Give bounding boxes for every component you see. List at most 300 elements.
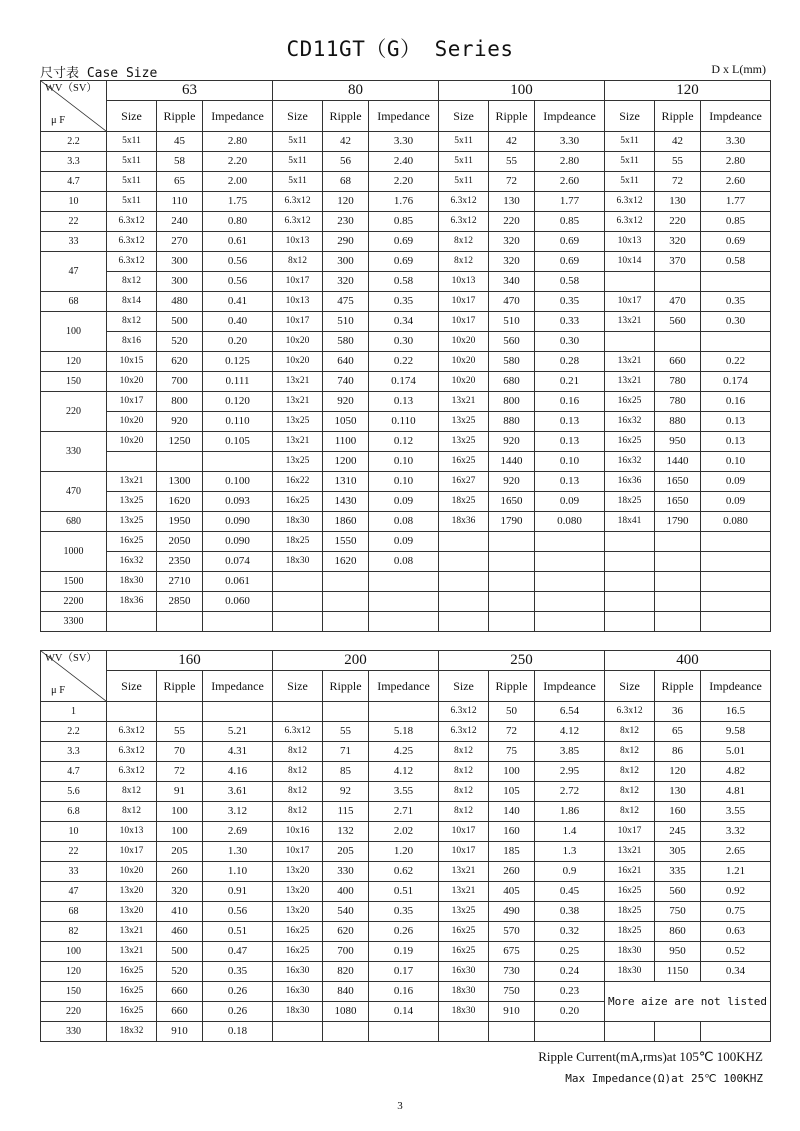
impedance-cell xyxy=(369,702,439,722)
ripple-cell: 260 xyxy=(489,862,535,882)
size-cell: 16x25 xyxy=(273,492,323,512)
size-cell xyxy=(439,592,489,612)
impedance-cell: 2.65 xyxy=(701,842,771,862)
column-header: Size xyxy=(439,101,489,132)
table-row xyxy=(41,512,771,532)
size-cell: 10x17 xyxy=(273,312,323,332)
impedance-cell: 2.00 xyxy=(203,172,273,192)
ripple-cell: 490 xyxy=(489,902,535,922)
size-cell: 18x30 xyxy=(439,1002,489,1022)
table-row xyxy=(41,802,771,822)
impedance-cell: 3.61 xyxy=(203,782,273,802)
impedance-cell: 2.80 xyxy=(535,152,605,172)
impedance-cell: 0.074 xyxy=(203,552,273,572)
ripple-cell: 42 xyxy=(323,132,369,152)
table-row xyxy=(41,132,771,152)
ripple-cell: 2850 xyxy=(157,592,203,612)
size-cell: 5x11 xyxy=(439,152,489,172)
impedance-cell: 0.38 xyxy=(535,902,605,922)
ripple-cell: 840 xyxy=(323,982,369,1002)
impedance-cell: 0.85 xyxy=(535,212,605,232)
column-header: Impedance xyxy=(369,101,439,132)
impedance-cell: 0.080 xyxy=(535,512,605,532)
impedance-cell: 2.20 xyxy=(369,172,439,192)
ripple-cell xyxy=(323,702,369,722)
impedance-cell: 4.31 xyxy=(203,742,273,762)
impedance-cell: 0.13 xyxy=(369,392,439,412)
capacitance-cell: 5.6 xyxy=(41,782,107,802)
ripple-cell xyxy=(157,702,203,722)
capacitance-cell: 4.7 xyxy=(41,172,107,192)
impedance-cell: 0.47 xyxy=(203,942,273,962)
impedance-cell: 0.09 xyxy=(701,492,771,512)
table-row xyxy=(41,702,771,722)
capacitance-cell: 47 xyxy=(41,252,107,292)
ripple-cell: 1430 xyxy=(323,492,369,512)
ripple-cell: 320 xyxy=(655,232,701,252)
impedance-cell: 3.85 xyxy=(535,742,605,762)
ripple-cell xyxy=(323,592,369,612)
size-cell: 6.3x12 xyxy=(107,252,157,272)
size-cell: 13x25 xyxy=(107,512,157,532)
ripple-cell: 160 xyxy=(655,802,701,822)
impedance-cell: 0.13 xyxy=(535,472,605,492)
size-cell: 13x25 xyxy=(273,452,323,472)
column-header: Size xyxy=(107,101,157,132)
impedance-cell: 0.91 xyxy=(203,882,273,902)
size-cell xyxy=(605,572,655,592)
size-cell xyxy=(439,532,489,552)
size-cell: 6.3x12 xyxy=(107,722,157,742)
size-cell: 10x17 xyxy=(273,272,323,292)
voltage-header: 200 xyxy=(273,651,439,671)
ripple-cell: 205 xyxy=(157,842,203,862)
impedance-cell: 0.08 xyxy=(369,512,439,532)
size-cell: 13x21 xyxy=(273,432,323,452)
column-header: Impedance xyxy=(203,101,273,132)
size-cell: 13x20 xyxy=(107,902,157,922)
impedance-cell xyxy=(701,592,771,612)
ripple-cell: 240 xyxy=(157,212,203,232)
ripple-cell: 680 xyxy=(489,372,535,392)
size-cell: 18x30 xyxy=(605,962,655,982)
impedance-cell: 0.22 xyxy=(369,352,439,372)
ripple-cell: 740 xyxy=(323,372,369,392)
impedance-cell: 0.35 xyxy=(701,292,771,312)
impedance-cell xyxy=(535,572,605,592)
impedance-note: Max Impedance(Ω)at 25℃ 100KHZ xyxy=(565,1072,763,1085)
ripple-cell xyxy=(489,1022,535,1042)
impedance-cell: 0.100 xyxy=(203,472,273,492)
ripple-cell: 1620 xyxy=(157,492,203,512)
size-cell: 18x25 xyxy=(605,922,655,942)
column-header: Size xyxy=(605,671,655,702)
table-row xyxy=(41,352,771,372)
impedance-cell: 0.21 xyxy=(535,372,605,392)
ripple-cell: 330 xyxy=(323,862,369,882)
impedance-cell: 0.26 xyxy=(369,922,439,942)
impedance-cell: 0.28 xyxy=(535,352,605,372)
capacitance-cell: 33 xyxy=(41,232,107,252)
ripple-cell: 300 xyxy=(323,252,369,272)
ripple-cell: 460 xyxy=(157,922,203,942)
size-cell xyxy=(439,552,489,572)
ripple-cell: 75 xyxy=(489,742,535,762)
size-cell: 16x25 xyxy=(605,882,655,902)
ripple-cell: 800 xyxy=(489,392,535,412)
column-header: Size xyxy=(107,671,157,702)
size-cell xyxy=(439,1022,489,1042)
impedance-cell: 0.20 xyxy=(203,332,273,352)
column-header: Ripple xyxy=(655,101,701,132)
size-cell: 18x30 xyxy=(107,572,157,592)
impedance-cell: 0.58 xyxy=(701,252,771,272)
column-header-row xyxy=(41,671,771,702)
capacitance-cell: 1000 xyxy=(41,532,107,572)
impedance-cell: 2.40 xyxy=(369,152,439,172)
capacitance-unit-label: μ F xyxy=(51,685,66,696)
ripple-cell xyxy=(489,572,535,592)
impedance-cell: 1.21 xyxy=(701,862,771,882)
impedance-cell: 0.62 xyxy=(369,862,439,882)
ripple-cell: 100 xyxy=(157,822,203,842)
impedance-cell: 0.080 xyxy=(701,512,771,532)
ripple-cell: 220 xyxy=(489,212,535,232)
voltage-header: 80 xyxy=(273,81,439,101)
size-cell: 10x17 xyxy=(439,292,489,312)
column-header: Size xyxy=(273,101,323,132)
impedance-cell: 1.20 xyxy=(369,842,439,862)
ripple-cell: 560 xyxy=(655,312,701,332)
impedance-cell: 6.54 xyxy=(535,702,605,722)
size-cell: 10x13 xyxy=(107,822,157,842)
impedance-cell: 0.34 xyxy=(369,312,439,332)
size-cell: 18x36 xyxy=(439,512,489,532)
table-row xyxy=(41,612,771,632)
capacitance-cell: 100 xyxy=(41,942,107,962)
ripple-cell: 56 xyxy=(323,152,369,172)
size-cell: 6.3x12 xyxy=(107,762,157,782)
size-cell: 6.3x12 xyxy=(107,212,157,232)
ripple-cell: 130 xyxy=(655,192,701,212)
impedance-cell: 0.41 xyxy=(203,292,273,312)
capacitance-cell: 4.7 xyxy=(41,762,107,782)
impedance-cell: 0.09 xyxy=(369,532,439,552)
impedance-cell: 1.10 xyxy=(203,862,273,882)
ripple-cell: 920 xyxy=(489,432,535,452)
impedance-cell: 0.105 xyxy=(203,432,273,452)
ripple-cell: 910 xyxy=(489,1002,535,1022)
size-cell: 16x25 xyxy=(439,942,489,962)
ripple-cell: 1250 xyxy=(157,432,203,452)
size-cell: 13x21 xyxy=(107,472,157,492)
size-cell: 18x30 xyxy=(273,512,323,532)
ripple-cell: 245 xyxy=(655,822,701,842)
impedance-cell: 0.10 xyxy=(369,452,439,472)
impedance-cell xyxy=(535,552,605,572)
size-cell xyxy=(605,532,655,552)
impedance-cell: 0.110 xyxy=(203,412,273,432)
size-cell: 13x25 xyxy=(439,902,489,922)
ripple-cell: 520 xyxy=(157,332,203,352)
case-size-heading: 尺寸表 Case Size xyxy=(40,66,158,81)
impedance-cell: 0.17 xyxy=(369,962,439,982)
impedance-cell: 0.12 xyxy=(369,432,439,452)
capacitance-cell: 150 xyxy=(41,982,107,1002)
table-row xyxy=(41,822,771,842)
ripple-cell xyxy=(655,552,701,572)
size-cell: 5x11 xyxy=(273,172,323,192)
table-row xyxy=(41,982,771,1002)
size-cell: 10x20 xyxy=(273,332,323,352)
table-row xyxy=(41,942,771,962)
ripple-cell: 660 xyxy=(157,982,203,1002)
ripple-cell xyxy=(655,592,701,612)
size-cell: 13x20 xyxy=(273,902,323,922)
size-cell: 8x12 xyxy=(605,722,655,742)
size-cell: 16x25 xyxy=(107,532,157,552)
size-cell: 10x20 xyxy=(107,412,157,432)
size-cell: 8x12 xyxy=(605,762,655,782)
ripple-cell: 42 xyxy=(489,132,535,152)
table-row xyxy=(41,372,771,392)
impedance-cell: 0.09 xyxy=(535,492,605,512)
size-cell: 16x27 xyxy=(439,472,489,492)
size-cell: 8x12 xyxy=(439,782,489,802)
ripple-cell: 750 xyxy=(655,902,701,922)
ripple-cell: 1650 xyxy=(655,472,701,492)
size-cell: 5x11 xyxy=(605,172,655,192)
size-cell: 10x20 xyxy=(107,432,157,452)
size-cell: 8x12 xyxy=(439,232,489,252)
ripple-cell: 675 xyxy=(489,942,535,962)
table-row xyxy=(41,232,771,252)
impedance-cell: 0.10 xyxy=(701,452,771,472)
impedance-cell: 0.30 xyxy=(369,332,439,352)
size-cell: 5x11 xyxy=(107,152,157,172)
impedance-cell: 0.80 xyxy=(203,212,273,232)
size-cell: 8x12 xyxy=(273,802,323,822)
size-cell: 10x17 xyxy=(605,822,655,842)
ripple-cell: 270 xyxy=(157,232,203,252)
ripple-cell: 85 xyxy=(323,762,369,782)
capacitance-cell: 1 xyxy=(41,702,107,722)
table-row xyxy=(41,152,771,172)
impedance-cell: 0.090 xyxy=(203,532,273,552)
table-row xyxy=(41,272,771,292)
size-cell: 6.3x12 xyxy=(439,212,489,232)
impedance-cell: 3.30 xyxy=(369,132,439,152)
voltage-header-row xyxy=(41,651,771,671)
table-row xyxy=(41,172,771,192)
ripple-cell: 540 xyxy=(323,902,369,922)
voltage-header: 250 xyxy=(439,651,605,671)
ripple-cell: 230 xyxy=(323,212,369,232)
size-cell: 10x17 xyxy=(107,842,157,862)
ripple-cell: 730 xyxy=(489,962,535,982)
ripple-cell: 340 xyxy=(489,272,535,292)
impedance-cell: 0.69 xyxy=(701,232,771,252)
size-cell: 18x41 xyxy=(605,512,655,532)
size-cell: 18x25 xyxy=(605,492,655,512)
ripple-cell: 65 xyxy=(655,722,701,742)
impedance-cell: 0.58 xyxy=(369,272,439,292)
size-cell: 5x11 xyxy=(107,192,157,212)
table-row xyxy=(41,572,771,592)
table-row xyxy=(41,192,771,212)
ripple-cell: 290 xyxy=(323,232,369,252)
ripple-cell: 620 xyxy=(157,352,203,372)
size-cell: 10x17 xyxy=(107,392,157,412)
ripple-cell xyxy=(157,452,203,472)
voltage-header: 160 xyxy=(107,651,273,671)
size-cell xyxy=(605,552,655,572)
capacitance-cell: 10 xyxy=(41,192,107,212)
ripple-cell: 880 xyxy=(489,412,535,432)
impedance-cell: 0.75 xyxy=(701,902,771,922)
capacitance-cell: 680 xyxy=(41,512,107,532)
ripple-cell: 560 xyxy=(655,882,701,902)
impedance-cell: 4.25 xyxy=(369,742,439,762)
size-cell: 13x20 xyxy=(107,882,157,902)
impedance-cell: 0.061 xyxy=(203,572,273,592)
size-cell: 8x12 xyxy=(605,742,655,762)
ripple-cell: 320 xyxy=(323,272,369,292)
size-cell: 8x12 xyxy=(107,782,157,802)
size-cell xyxy=(605,332,655,352)
ripple-cell xyxy=(323,1022,369,1042)
ripple-cell: 950 xyxy=(655,942,701,962)
size-cell: 13x21 xyxy=(605,352,655,372)
size-cell: 10x15 xyxy=(107,352,157,372)
impedance-cell xyxy=(701,272,771,292)
table-row xyxy=(41,212,771,232)
capacitance-cell: 2200 xyxy=(41,592,107,612)
size-cell: 10x20 xyxy=(273,352,323,372)
impedance-cell: 0.35 xyxy=(369,902,439,922)
size-cell: 10x20 xyxy=(439,332,489,352)
impedance-cell: 4.16 xyxy=(203,762,273,782)
ripple-cell: 1440 xyxy=(489,452,535,472)
column-header-row xyxy=(41,101,771,132)
size-cell: 5x11 xyxy=(107,172,157,192)
ripple-cell: 370 xyxy=(655,252,701,272)
size-cell: 6.3x12 xyxy=(273,212,323,232)
impedance-cell: 0.69 xyxy=(535,232,605,252)
page-number: 3 xyxy=(397,1100,403,1112)
impedance-cell: 1.76 xyxy=(369,192,439,212)
size-cell: 16x25 xyxy=(273,922,323,942)
size-cell: 18x25 xyxy=(605,902,655,922)
impedance-cell: 0.111 xyxy=(203,372,273,392)
voltage-header: 100 xyxy=(439,81,605,101)
ripple-cell: 115 xyxy=(323,802,369,822)
capacitance-cell: 22 xyxy=(41,842,107,862)
impedance-cell: 0.26 xyxy=(203,982,273,1002)
column-header: Impedance xyxy=(369,671,439,702)
column-header: Impdeance xyxy=(535,101,605,132)
impedance-cell: 1.77 xyxy=(701,192,771,212)
size-cell: 16x32 xyxy=(605,412,655,432)
impedance-cell: 0.69 xyxy=(535,252,605,272)
ripple-cell xyxy=(655,532,701,552)
size-cell: 13x25 xyxy=(439,412,489,432)
ripple-cell: 910 xyxy=(157,1022,203,1042)
impedance-cell: 16.5 xyxy=(701,702,771,722)
column-header: Ripple xyxy=(489,671,535,702)
impedance-cell: 0.060 xyxy=(203,592,273,612)
impedance-cell: 0.10 xyxy=(369,472,439,492)
size-cell: 5x11 xyxy=(605,132,655,152)
table-row xyxy=(41,432,771,452)
ripple-cell: 920 xyxy=(323,392,369,412)
ripple-cell: 140 xyxy=(489,802,535,822)
ripple-cell: 560 xyxy=(489,332,535,352)
size-cell: 13x20 xyxy=(273,862,323,882)
capacitance-cell: 3.3 xyxy=(41,742,107,762)
size-cell: 18x30 xyxy=(439,982,489,1002)
size-cell: 16x32 xyxy=(107,552,157,572)
impedance-cell: 0.51 xyxy=(369,882,439,902)
ripple-cell xyxy=(655,1022,701,1042)
impedance-cell: 5.01 xyxy=(701,742,771,762)
impedance-cell: 0.093 xyxy=(203,492,273,512)
impedance-cell: 0.30 xyxy=(535,332,605,352)
column-header: Ripple xyxy=(157,671,203,702)
impedance-cell: 0.16 xyxy=(369,982,439,1002)
ripple-cell: 160 xyxy=(489,822,535,842)
impedance-cell: 2.72 xyxy=(535,782,605,802)
size-cell: 13x20 xyxy=(273,882,323,902)
size-cell: 10x17 xyxy=(439,312,489,332)
capacitance-cell: 2.2 xyxy=(41,132,107,152)
size-cell: 10x13 xyxy=(273,232,323,252)
impedance-cell xyxy=(369,1022,439,1042)
size-cell: 8x12 xyxy=(273,252,323,272)
ripple-cell: 72 xyxy=(489,172,535,192)
column-header: Ripple xyxy=(489,101,535,132)
table-row xyxy=(41,332,771,352)
ripple-cell: 45 xyxy=(157,132,203,152)
ripple-cell: 660 xyxy=(655,352,701,372)
column-header: Ripple xyxy=(157,101,203,132)
ripple-cell: 1050 xyxy=(323,412,369,432)
size-cell xyxy=(107,702,157,722)
ripple-cell xyxy=(489,592,535,612)
impedance-cell: 0.20 xyxy=(535,1002,605,1022)
ripple-cell: 305 xyxy=(655,842,701,862)
table-row xyxy=(41,962,771,982)
impedance-cell: 0.58 xyxy=(535,272,605,292)
size-cell: 10x13 xyxy=(439,272,489,292)
impedance-cell xyxy=(535,612,605,632)
size-cell: 5x11 xyxy=(439,132,489,152)
ripple-cell: 130 xyxy=(655,782,701,802)
ripple-cell: 475 xyxy=(323,292,369,312)
impedance-cell: 0.33 xyxy=(535,312,605,332)
ripple-cell: 260 xyxy=(157,862,203,882)
size-cell: 18x30 xyxy=(273,1002,323,1022)
size-cell xyxy=(273,1022,323,1042)
impedance-cell xyxy=(369,612,439,632)
table-row xyxy=(41,882,771,902)
impedance-cell: 0.26 xyxy=(203,1002,273,1022)
impedance-cell: 4.82 xyxy=(701,762,771,782)
size-cell: 8x12 xyxy=(439,742,489,762)
impedance-cell: 0.40 xyxy=(203,312,273,332)
size-cell: 10x20 xyxy=(439,372,489,392)
ripple-cell: 570 xyxy=(489,922,535,942)
